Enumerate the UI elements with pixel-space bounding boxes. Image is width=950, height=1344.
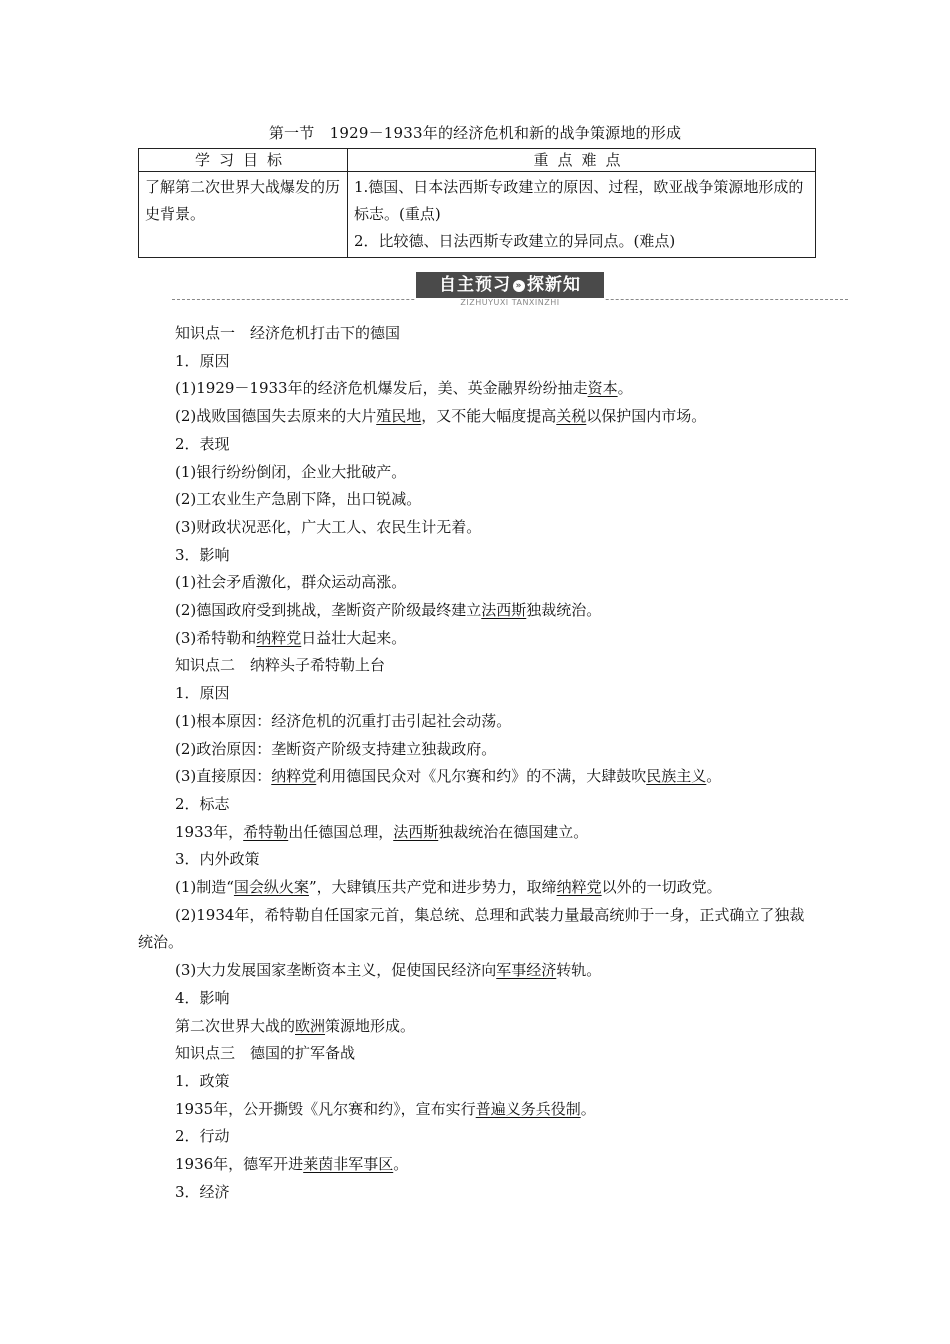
banner-text-a: 自主预习 [439, 275, 511, 295]
header-learning-goals: 学习目标 [139, 149, 348, 172]
key-point-2: 2．比较德、日法西斯专政建立的异同点。(难点) [354, 232, 676, 250]
table-row [139, 172, 816, 258]
fill-answer: 莱茵非军事区 [303, 1155, 394, 1174]
subheading: 1．原因 [175, 684, 230, 703]
text-line: (2)政治原因：垄断资产阶级支持建立独裁政府。 [175, 739, 497, 758]
text-line: (2)1934年，希特勒自任国家元首，集总统、总理和武装力量最高统帅于一身，正式确立了独裁统治。 [138, 905, 805, 952]
banner-subtitle: ZIZHUYUXI TANXINZHI [416, 298, 604, 308]
text-line: 1933年，希特勒出任德国总理，法西斯独裁统治在德国建立。 [175, 822, 589, 841]
key-points-cell [348, 172, 816, 258]
subheading: 3．内外政策 [175, 850, 260, 869]
subheading: 2．标志 [175, 794, 230, 813]
text-line: (1)社会矛盾激化，群众运动高涨。 [175, 573, 407, 592]
text-line: (3)希特勒和纳粹党日益壮大起来。 [175, 628, 407, 647]
text-line: (1)1929－1933年的经济危机爆发后，美、英金融界纷纷抽走资本。 [175, 379, 633, 398]
fill-answer: 殖民地 [376, 407, 422, 426]
subheading: 1．政策 [175, 1071, 230, 1090]
fill-answer: 纳粹党 [256, 628, 302, 647]
learning-goal-cell: 了解第二次世界大战爆发的历史背景。 [139, 172, 348, 258]
knowledge-point-heading: 知识点三 德国的扩军备战 [175, 1044, 356, 1063]
subheading: 3．影响 [175, 545, 230, 564]
fill-answer: 民族主义 [646, 767, 707, 786]
text-line: (2)工农业生产急剧下降，出口锐减。 [175, 490, 422, 509]
text-line: (3)财政状况恶化，广大工人、农民生计无着。 [175, 517, 482, 536]
fill-answer: 欧洲 [295, 1016, 326, 1035]
fill-answer: 法西斯 [481, 601, 527, 620]
text-line: (3)直接原因：纳粹党利用德国民众对《凡尔赛和约》的不满，大肆鼓吹民族主义。 [175, 767, 722, 786]
fill-answer: 纳粹党 [271, 767, 317, 786]
fill-answer: 国会纵火案 [233, 878, 309, 897]
subheading: 2．表现 [175, 434, 230, 453]
banner-text-b: 探新知 [527, 275, 581, 295]
key-point-1: 1.德国、日本法西斯专政建立的原因、过程，欧亚战争策源地形成的标志。(重点) [354, 178, 804, 223]
text-line: (2)战败国德国失去原来的大片殖民地，又不能大幅度提高关税以保护国内市场。 [175, 407, 707, 426]
text-line: (1)银行纷纷倒闭，企业大批破产。 [175, 462, 407, 481]
text-line: (1)制造“国会纵火案”，大肆镇压共产党和进步势力，取缔纳粹党以外的一切政党。 [175, 878, 722, 897]
header-key-points: 重点难点 [348, 149, 816, 172]
fill-answer: 关税 [556, 407, 587, 426]
page-title: 第一节 1929－1933年的经济危机和新的战争策源地的形成 [268, 124, 682, 142]
subheading: 4．影响 [175, 988, 230, 1007]
section-banner [172, 272, 848, 306]
content-body [138, 320, 818, 1207]
fill-answer: 法西斯 [393, 822, 439, 841]
text-line: 1936年，德军开进莱茵非军事区。 [175, 1155, 409, 1174]
banner-box [416, 272, 604, 298]
subheading: 1．原因 [175, 351, 230, 370]
fill-answer: 资本 [587, 379, 618, 398]
fill-answer: 希特勒 [243, 822, 289, 841]
text-line: (2)德国政府受到挑战，垄断资产阶级最终建立法西斯独裁统治。 [175, 601, 602, 620]
text-line: (1)根本原因：经济危机的沉重打击引起社会动荡。 [175, 711, 512, 730]
subheading: 2．行动 [175, 1127, 230, 1146]
table-header-row [139, 149, 816, 172]
fill-answer: 普遍义务兵役制 [475, 1099, 581, 1118]
text-line: 第二次世界大战的欧洲策源地形成。 [175, 1016, 416, 1035]
text-line: (3)大力发展国家垄断资本主义，促使国民经济向军事经济转轨。 [175, 961, 602, 980]
text-line: 1935年，公开撕毁《凡尔赛和约》，宣布实行普遍义务兵役制。 [175, 1099, 596, 1118]
arrow-icon: » [513, 280, 525, 292]
goals-table [138, 148, 816, 258]
fill-answer: 纳粹党 [556, 878, 602, 897]
knowledge-point-heading: 知识点二 纳粹头子希特勒上台 [175, 656, 386, 675]
fill-answer: 军事经济 [496, 961, 557, 980]
subheading: 3．经济 [175, 1182, 230, 1201]
knowledge-point-heading: 知识点一 经济危机打击下的德国 [175, 324, 401, 342]
